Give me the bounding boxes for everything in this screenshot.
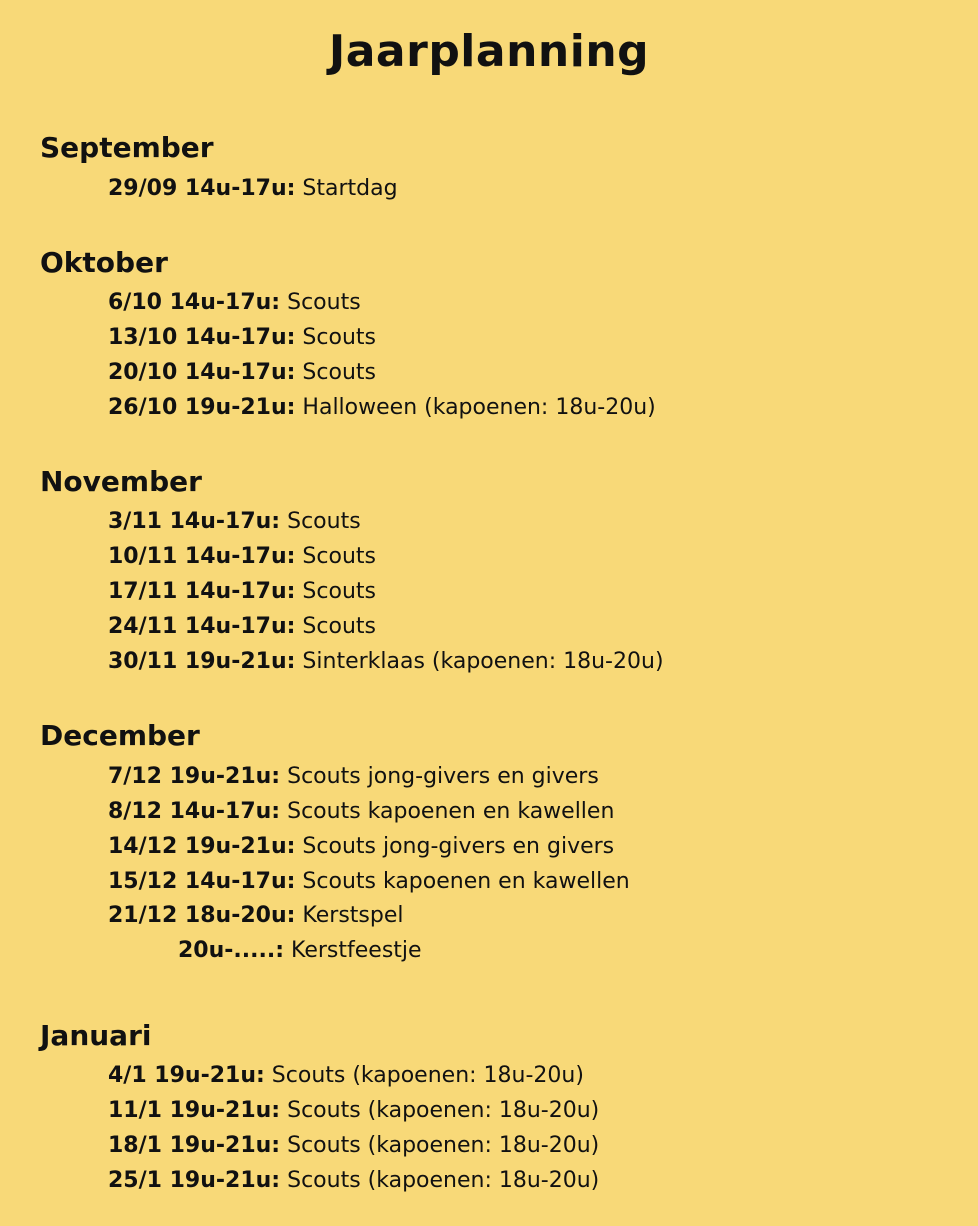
event-item [108,542,376,572]
event-when: 26/10 19u-21u: [108,395,296,420]
event-when: 14/12 19u-21u: [108,834,296,859]
month-heading-januari: Januari [40,1019,152,1052]
event-what: Scouts (kapoenen: 18u-20u) [287,1168,600,1193]
event-item-sub [178,936,422,966]
event-item [108,174,398,204]
event-what: Scouts [287,290,361,315]
event-what: Scouts [302,360,376,385]
event-item [108,832,614,862]
event-when: 10/11 14u-17u: [108,544,296,569]
event-when: 20u-.....: [178,938,284,963]
event-item [108,507,361,537]
event-item [108,1131,599,1161]
month-heading-december: December [40,719,200,752]
event-when: 29/09 14u-17u: [108,176,296,201]
event-when: 15/12 14u-17u: [108,869,296,894]
event-item [108,647,664,677]
month-heading-september: September [40,131,214,164]
event-what: Kerstspel [302,903,404,928]
event-what: Scouts jong-givers en givers [287,764,599,789]
event-what: Kerstfeestje [291,938,422,963]
event-what: Scouts [302,614,376,639]
event-what: Halloween (kapoenen: 18u-20u) [302,395,656,420]
event-what: Scouts (kapoenen: 18u-20u) [271,1063,584,1088]
event-item [108,867,630,897]
event-when: 25/1 19u-21u: [108,1168,281,1193]
event-item [108,797,614,827]
event-what: Scouts [302,579,376,604]
event-when: 21/12 18u-20u: [108,903,296,928]
event-what: Scouts [287,509,361,534]
event-item [108,612,376,642]
event-item [108,1096,599,1126]
event-what: Scouts [302,544,376,569]
event-what: Startdag [302,176,398,201]
event-when: 3/11 14u-17u: [108,509,281,534]
event-what: Scouts (kapoenen: 18u-20u) [287,1098,600,1123]
event-when: 11/1 19u-21u: [108,1098,281,1123]
event-when: 30/11 19u-21u: [108,649,296,674]
event-when: 7/12 19u-21u: [108,764,281,789]
month-heading-oktober: Oktober [40,246,168,279]
event-item [108,901,404,931]
event-when: 18/1 19u-21u: [108,1133,281,1158]
event-what: Scouts [302,325,376,350]
event-item [108,1166,599,1196]
event-what: Scouts kapoenen en kawellen [302,869,630,894]
event-when: 17/11 14u-17u: [108,579,296,604]
event-when: 24/11 14u-17u: [108,614,296,639]
event-what: Scouts jong-givers en givers [302,834,615,859]
event-item [108,358,376,388]
event-item [108,393,656,423]
event-what: Scouts kapoenen en kawellen [287,799,615,824]
event-item [108,577,376,607]
event-when: 20/10 14u-17u: [108,360,296,385]
page-title: Jaarplanning [328,26,650,77]
event-when: 8/12 14u-17u: [108,799,281,824]
event-what: Scouts (kapoenen: 18u-20u) [287,1133,600,1158]
event-when: 4/1 19u-21u: [108,1063,265,1088]
event-when: 6/10 14u-17u: [108,290,281,315]
event-what: Sinterklaas (kapoenen: 18u-20u) [302,649,664,674]
month-heading-november: November [40,465,202,498]
event-item [108,323,376,353]
event-item [108,762,599,792]
event-item [108,1061,584,1091]
event-when: 13/10 14u-17u: [108,325,296,350]
event-item [108,288,361,318]
